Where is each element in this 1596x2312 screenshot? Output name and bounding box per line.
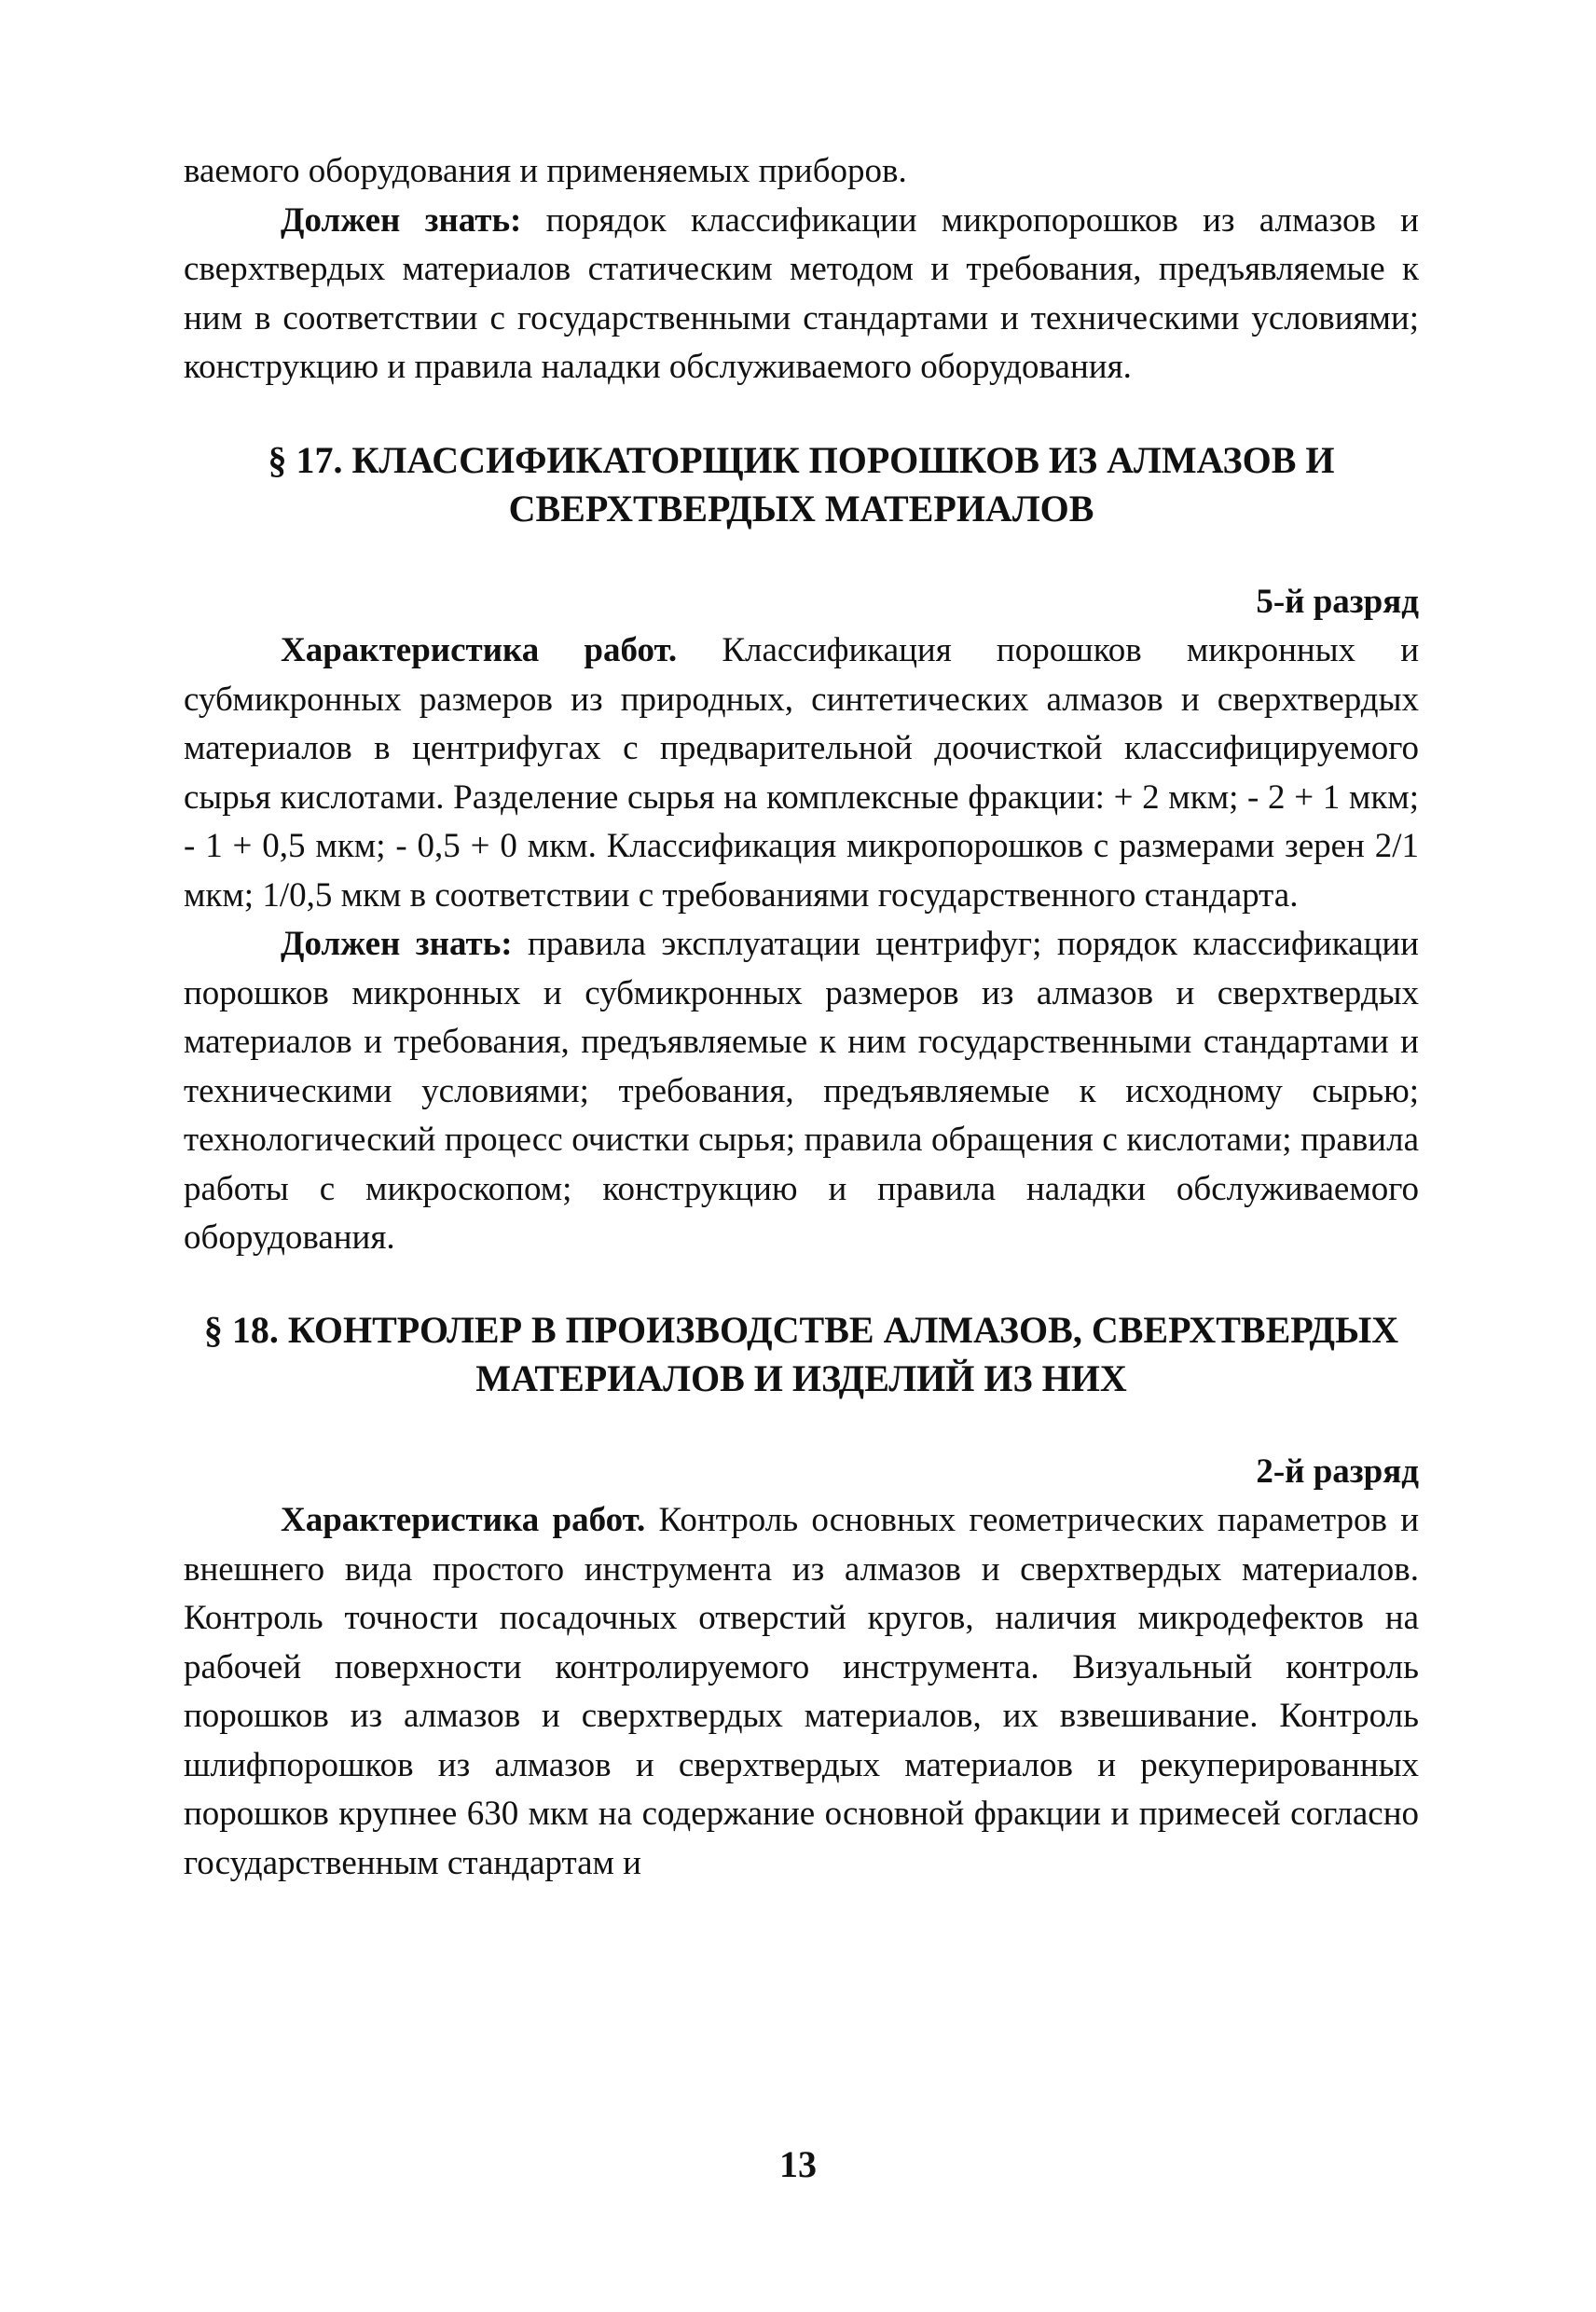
section-17-work-paragraph (184, 626, 1419, 920)
section-17-title-line1: § 17. КЛАССИФИКАТОРЩИК ПОРОШКОВ ИЗ АЛМАЗОВ И (268, 438, 1335, 481)
section-18-title-line1: § 18. КОНТРОЛЕР В ПРОИЗВОДСТВЕ АЛМАЗОВ, СВЕРХТВЕРДЫХ (203, 1308, 1399, 1351)
section-17-title (184, 436, 1419, 533)
section-18-work-paragraph (184, 1496, 1419, 1888)
section-17-work-text: Классификация порошков микронных и субмикронных размеров из природных, синтетических алмазов и сверхтвердых материалов в центрифугах с предварительной доочисткой классифицируемого сырья кислотами. Разделение сырья на комплексные фракции: + 2 мкм; - 2 + 1 мкм; - 1 + 0,5 мкм; - 0,5 + 0 мкм. Классификация микропорошков с размерами зерен 2/1 мкм; 1/0,5 мкм в соответствии с требованиями государственного стандарта. (184, 631, 1419, 915)
section-17-know-paragraph (184, 920, 1419, 1263)
intro-continuation: ваемого оборудования и применяемых приборов. (184, 152, 907, 190)
section-18-grade: 2-й разряд (1256, 1452, 1419, 1491)
section-18-work-lead: Характеристика работ. (281, 1501, 646, 1539)
section-17-title-line2: СВЕРХТВЕРДЫХ МАТЕРИАЛОВ (508, 487, 1094, 530)
section-17-grade: 5-й разряд (1256, 582, 1419, 621)
must-know-text: порядок классификации микропорошков из алмазов и сверхтвердых материалов статическим методом и требования, предъявляемые к ним в соответствии с государственными стандартами и техническими условиями; конструкцию и правила наладки обслуживаемого оборудования. (184, 200, 1419, 386)
must-know-lead: Должен знать: (281, 200, 522, 240)
section-17-know-text: правила эксплуатации центрифуг; порядок классификации порошков микронных и субмикронных размеров из алмазов и сверхтвердых материалов и требования, предъявляемые к ним государственными стандартами и техническими условиями; требования, предъявляемые к исходному сырью; технологический процесс очистки сырья; правила обращения с кислотами; правила работы с микроскопом; конструкцию и правила наладки обслуживаемого оборудования. (184, 925, 1419, 1257)
page-number: 13 (779, 2143, 817, 2185)
section-18-title-line2: МАТЕРИАЛОВ И ИЗДЕЛИЙ ИЗ НИХ (475, 1356, 1127, 1399)
section-17-work-lead: Характеристика работ. (281, 631, 678, 669)
section-18-work-text: Контроль основных геометрических параметров и внешнего вида простого инструмента из алмазов и сверхтвердых материалов. Контроль точности посадочных отверстий кругов, наличия микродефектов на рабочей поверхности контролируемого инструмента. Визуальный контроль порошков из алмазов и сверхтвердых материалов, их взвешивание. Контроль шлифпорошков из алмазов и сверхтвердых материалов и рекуперированных порошков крупнее 630 мкм на содержание основной фракции и примесей согласно государственным стандартам и (184, 1501, 1419, 1882)
section-18-title (184, 1306, 1419, 1403)
section-17-know-lead: Должен знать: (281, 925, 513, 963)
intro-must-know-paragraph (184, 197, 1419, 392)
page-body (184, 147, 1419, 1888)
